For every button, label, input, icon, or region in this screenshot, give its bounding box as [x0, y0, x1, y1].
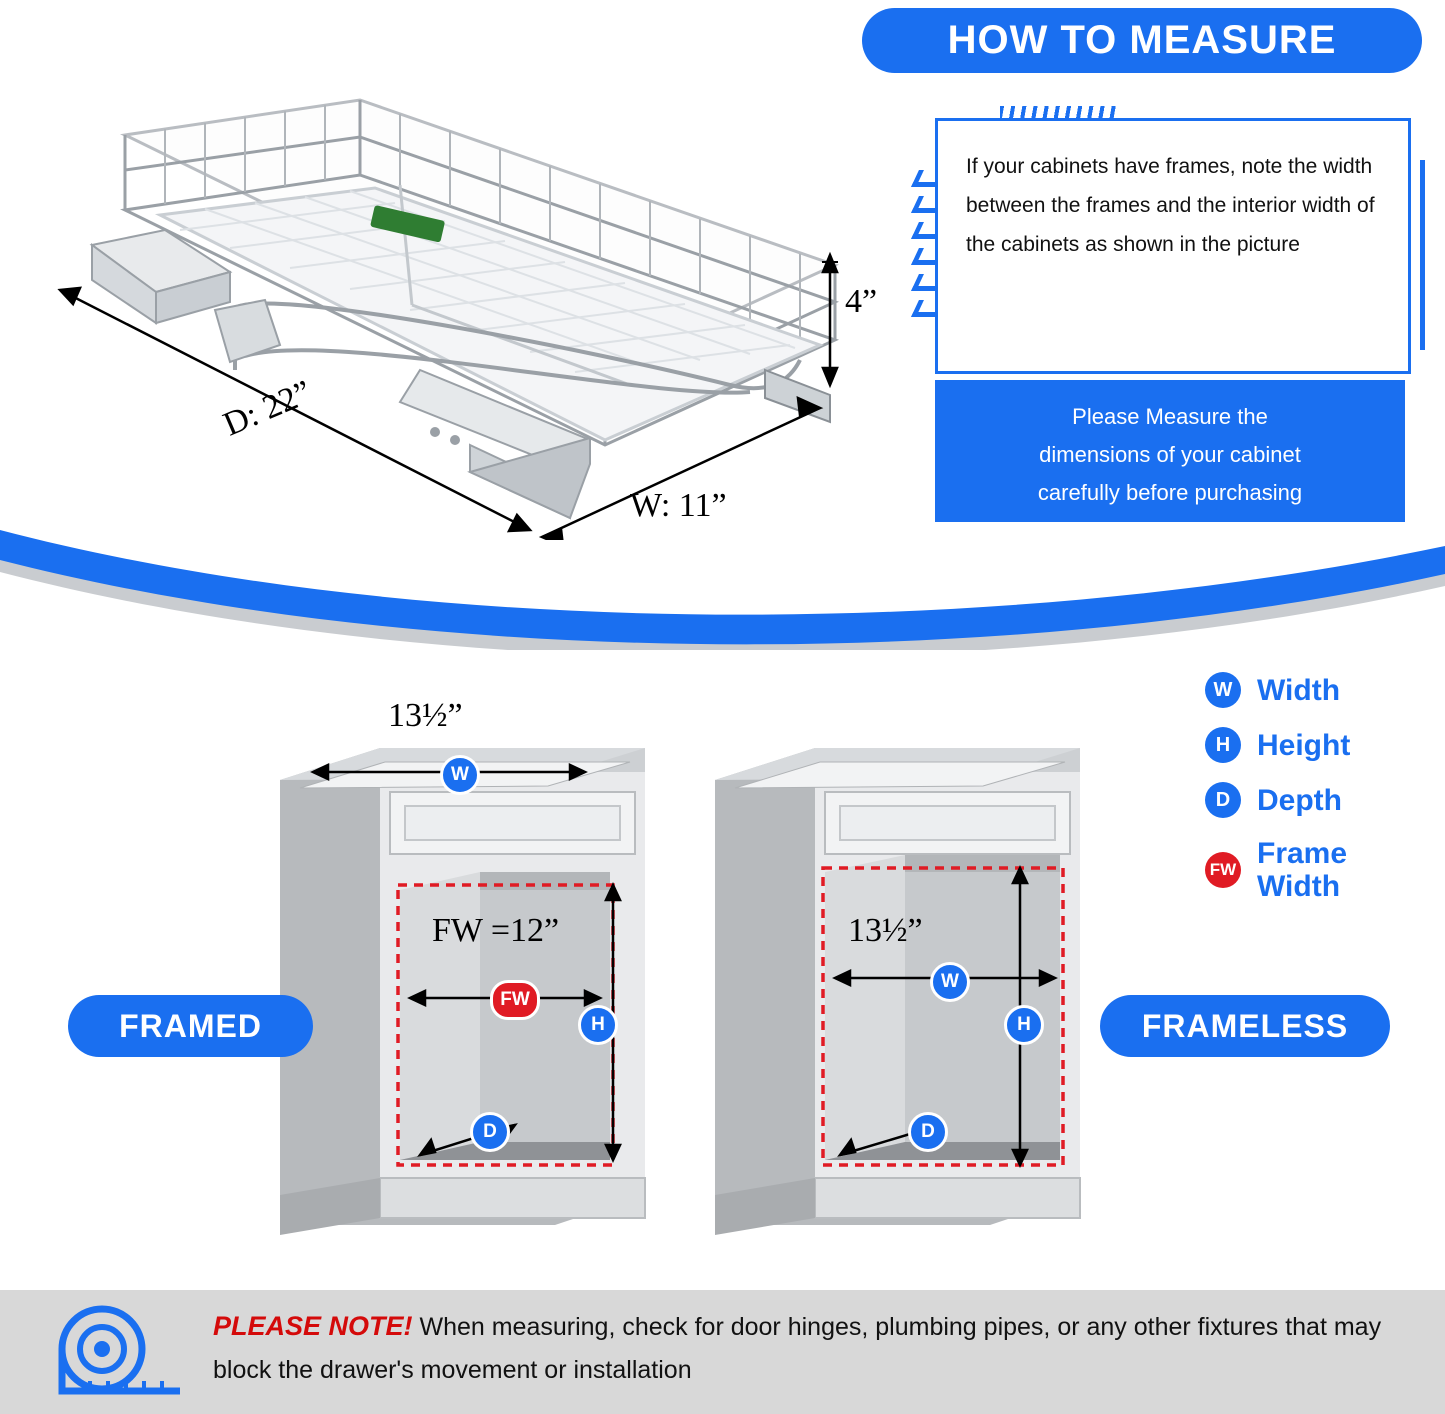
please-note-body: When measuring, check for door hinges, plumbing pipes, or any other fixtures that may block the drawer's movement or installation — [213, 1313, 1382, 1384]
framed-label: FRAMED — [119, 1007, 262, 1044]
legend-icon-h: H — [1205, 727, 1241, 763]
measure-reminder-line1: Please Measure the — [1072, 404, 1268, 429]
framed-label-badge — [68, 995, 313, 1057]
please-note-text — [213, 1305, 1428, 1392]
measure-note-box — [935, 118, 1411, 374]
frameless-badge-h: H — [1004, 1005, 1044, 1045]
framed-cabinet-illustration — [265, 740, 665, 1260]
frameless-badge-w: W — [930, 962, 970, 1002]
legend-item-depth — [1205, 782, 1440, 818]
measure-reminder-line2: dimensions of your cabinet — [1039, 442, 1301, 467]
frameless-width-label: 13½” — [848, 912, 923, 949]
legend-icon-d: D — [1205, 782, 1241, 818]
how-to-measure-badge — [862, 8, 1422, 73]
framed-badge-w: W — [440, 755, 480, 795]
please-note-strong: PLEASE NOTE! — [213, 1311, 413, 1341]
legend-label-height: Height — [1257, 728, 1351, 762]
legend-label-width: Width — [1257, 673, 1341, 707]
how-to-measure-label: HOW TO MEASURE — [947, 18, 1337, 62]
tape-measure-icon — [40, 1305, 190, 1405]
product-illustration — [30, 40, 910, 540]
product-depth-label: D: 22” — [218, 373, 317, 444]
legend-item-frame-width — [1205, 837, 1440, 903]
framed-top-width-label: 13½” — [388, 697, 463, 734]
measure-reminder-banner — [935, 380, 1405, 522]
legend-label-depth: Depth — [1257, 783, 1342, 817]
legend-label-frame-width: Frame Width — [1257, 837, 1348, 903]
frameless-label-badge — [1100, 995, 1390, 1057]
legend — [1205, 672, 1440, 922]
product-height-label: 4” — [845, 283, 878, 320]
framed-badge-d: D — [470, 1112, 510, 1152]
frameless-badge-d: D — [908, 1112, 948, 1152]
section-divider — [0, 520, 1445, 650]
framed-frame-width-label: FW =12” — [432, 912, 560, 949]
legend-item-width — [1205, 672, 1440, 708]
frameless-label: FRAMELESS — [1141, 1007, 1349, 1044]
legend-icon-w: W — [1205, 672, 1241, 708]
measure-note-text: If your cabinets have frames, note the width between the frames and the interior width of the cabinets as shown in the picture — [966, 155, 1375, 256]
legend-item-height — [1205, 727, 1440, 763]
frameless-cabinet-illustration — [700, 740, 1100, 1260]
legend-icon-fw: FW — [1205, 852, 1241, 888]
product-width-label: W: 11” — [630, 487, 727, 524]
measure-reminder-line3: carefully before purchasing — [1037, 480, 1303, 505]
framed-badge-fw: FW — [490, 980, 540, 1020]
framed-badge-h: H — [578, 1005, 618, 1045]
